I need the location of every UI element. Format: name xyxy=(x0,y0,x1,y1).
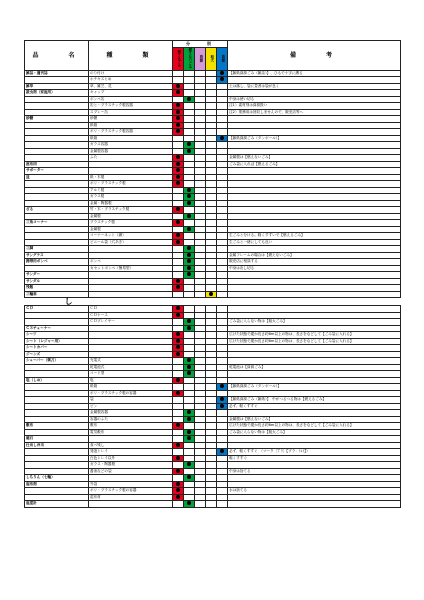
item-note-cell: ごみ袋に入らない物は【粗大ごみ】 xyxy=(228,319,401,326)
category-marker-dot xyxy=(187,259,191,263)
category-header-oversized: 粗大 xyxy=(206,47,217,70)
item-kind-cell: コード型 xyxy=(89,371,173,378)
item-kind-cell: 乾電池式 xyxy=(89,364,173,371)
category-marker-dot xyxy=(220,136,224,140)
category-marker-dot xyxy=(187,253,191,257)
category-marker-dot xyxy=(187,475,191,479)
item-kind-cell: ＣＤプレイヤー xyxy=(89,319,173,326)
category-marker-dot xyxy=(176,162,180,166)
category-marker-dot xyxy=(176,313,180,317)
item-note-cell: 金属製は【燃えないごみ】 xyxy=(228,155,401,162)
item-kind-cell: 発泡トレイ xyxy=(89,449,173,456)
item-kind-cell: 白色トレイ以外 xyxy=(89,455,173,462)
item-kind-cell: 紙箱 xyxy=(89,135,173,142)
item-kind-cell: 食べ残し xyxy=(89,442,173,449)
item-kind-cell: 電気敷布 xyxy=(89,429,173,436)
item-kind-cell: コーナーネット（網） xyxy=(89,233,173,240)
category-marker-dot xyxy=(176,306,180,310)
item-kind-cell: 金属製 xyxy=(89,213,173,220)
item-note-cell: 金属製は【燃えないごみ】 xyxy=(228,416,401,423)
item-kind-cell: 金属・陶器製 xyxy=(89,200,173,207)
category-marker-dot xyxy=(176,285,180,289)
category-marker-dot xyxy=(176,233,180,237)
item-name-cell: シート（レジャー用） xyxy=(25,338,89,345)
category-marker-dot xyxy=(187,371,191,375)
item-kind-cell: ポリ・プラスチック製の容器 xyxy=(89,488,173,495)
item-kind-cell: ボンベ缶 xyxy=(89,96,173,103)
category-cell-oversized xyxy=(206,501,217,508)
item-kind-cell: ガラス・陶器製 xyxy=(89,462,173,469)
category-marker-dot xyxy=(176,123,180,127)
category-marker-dot xyxy=(187,417,191,421)
item-note-cell: 【雑紙資源ごみ（雑誌）】、ひもで十字に縛る xyxy=(228,70,401,77)
category-marker-dot xyxy=(187,410,191,414)
item-note-cell: 生ごみと分ける。軽くすすいで【燃えるごみ】 xyxy=(228,233,401,240)
item-kind-cell: 充電式 xyxy=(89,358,173,365)
table-body-shi-row xyxy=(25,306,401,508)
item-kind-cell: ガラス容器 xyxy=(89,142,173,149)
item-name-cell: 雑草 xyxy=(25,83,89,90)
item-kind-cell: キャップ xyxy=(89,90,173,97)
category-marker-dot xyxy=(220,397,224,401)
item-kind-cell: ポリ・プラスチック製の容器 xyxy=(89,390,173,397)
category-marker-dot xyxy=(176,332,180,336)
item-kind-cell: 砂糖 xyxy=(89,116,173,123)
item-kind-cell: 竹・木・プラスチック製 xyxy=(89,207,173,214)
item-note-cell: 広げた状態で縦か長さ約6m以上の物は、長さをなどして【ごみ袋に入れる】 xyxy=(228,338,401,345)
item-kind-cell: ふた xyxy=(89,155,173,162)
item-name-cell: ＣＤ xyxy=(25,306,89,313)
item-name-cell: 仕出し弁当 xyxy=(25,442,89,449)
section-heading-shi: し xyxy=(64,297,73,306)
category-marker-dot xyxy=(187,214,191,218)
category-marker-dot xyxy=(187,246,191,250)
item-note-cell: 中身は捨てる xyxy=(228,468,401,475)
item-note-cell: 必ず、軽くすすぐ xyxy=(228,403,401,410)
category-marker-dot xyxy=(187,149,191,153)
item-kind-cell: ポリ・プラスチック製 xyxy=(89,181,173,188)
category-header-burnable: 燃えるごみ xyxy=(173,47,184,70)
category-marker-dot xyxy=(176,469,180,473)
category-marker-dot xyxy=(220,71,224,75)
category-marker-dot xyxy=(176,391,180,395)
category-marker-dot xyxy=(176,495,180,499)
category-header-nonburnable: 燃えないごみ xyxy=(184,47,195,70)
category-marker-dot xyxy=(176,168,180,172)
item-kind-cell: ホチキスとめ xyxy=(89,77,173,84)
category-marker-dot xyxy=(187,462,191,466)
category-marker-dot xyxy=(220,404,224,408)
category-header-resource-pink: 資源 xyxy=(195,47,206,70)
category-marker-dot xyxy=(176,84,180,88)
category-marker-dot xyxy=(176,423,180,427)
item-name-cell: 座布団 xyxy=(25,161,89,168)
category-marker-dot xyxy=(187,365,191,369)
category-marker-dot xyxy=(176,129,180,133)
item-name-cell: サポーター xyxy=(25,168,89,175)
category-marker-dot xyxy=(187,272,191,276)
category-marker-dot xyxy=(187,358,191,362)
item-kind-cell: 紙・木製 xyxy=(89,174,173,181)
item-kind-cell: 金属製容器 xyxy=(89,410,173,417)
item-kind-cell: 草、雑芝、花 xyxy=(89,83,173,90)
item-name-cell: サンダル xyxy=(25,278,89,285)
sorting-table xyxy=(24,40,401,508)
category-marker-dot xyxy=(176,110,180,114)
column-header-sorting: 分 別 xyxy=(173,41,228,48)
item-kind-cell: ボンベ xyxy=(89,259,173,266)
item-note-cell: 生ごみと一緒にしても良い xyxy=(228,239,401,246)
category-marker-dot xyxy=(176,220,180,224)
category-marker-dot xyxy=(176,339,180,343)
item-kind-cell xyxy=(89,501,173,508)
category-cell-resource-pink xyxy=(195,501,206,508)
category-cell-burnable xyxy=(173,501,184,508)
item-name-cell: サングラス xyxy=(25,252,89,259)
category-marker-dot xyxy=(187,266,191,270)
item-kind-cell: 外袋 xyxy=(89,481,173,488)
category-marker-dot xyxy=(220,449,224,453)
item-name-cell: 雑誌・週刊誌 xyxy=(25,70,89,77)
item-kind-cell: ガラス製 xyxy=(89,194,173,201)
item-name-cell: 携帯用ボンベ xyxy=(25,259,89,266)
item-kind-cell: 袋 xyxy=(89,397,173,404)
item-kind-cell: 金属製 xyxy=(89,226,173,233)
category-cell-resource-blue xyxy=(217,501,228,508)
item-name-cell: シェーバー（剃刀） xyxy=(25,358,89,365)
category-marker-dot xyxy=(176,378,180,382)
item-note-cell: 広げた状態で縦か長さ約6m以上の物は、長さをなどして【ごみ袋に入れる】 xyxy=(228,332,401,339)
item-name-cell: シートカバー xyxy=(25,345,89,352)
item-kind-cell: アルミ製 xyxy=(89,187,173,194)
category-cell-nonburnable xyxy=(184,501,195,508)
section-separator xyxy=(25,298,401,306)
category-marker-dot xyxy=(209,292,213,296)
item-note-cell xyxy=(228,501,401,508)
item-name-cell: ざる xyxy=(25,207,89,214)
item-name-cell: 敷布 xyxy=(25,423,89,430)
category-marker-dot xyxy=(187,227,191,231)
category-marker-dot xyxy=(220,384,224,388)
item-kind-cell: ポリ・プラスチック製容器 xyxy=(89,129,173,136)
item-kind-cell: ＣＤ xyxy=(89,306,173,313)
item-kind-cell: カセットボンベ（簡易型） xyxy=(89,265,173,272)
category-marker-dot xyxy=(176,90,180,94)
item-kind-cell: ＣＤケース xyxy=(89,312,173,319)
item-kind-cell: 紙箱 xyxy=(89,384,173,391)
item-name-cell: 湿布剤 xyxy=(25,481,89,488)
item-name-cell: 砂糖 xyxy=(25,116,89,123)
item-name-cell: 残飯 xyxy=(25,285,89,292)
item-kind-cell: 醤油などの袋 xyxy=(89,468,173,475)
category-marker-dot xyxy=(187,97,191,101)
sorting-table-sheet xyxy=(24,40,400,508)
item-note-cell: 金属フレームの場合は【燃えないごみ】 xyxy=(228,252,401,259)
item-note-cell: 注2）業務用は回収しませんので、販売店等へ xyxy=(228,109,401,116)
item-note-cell: 【雑紙資源ごみ（ダンボール）】 xyxy=(228,384,401,391)
item-note-cell: 【雑紙資源ごみ（ダンボール）】 xyxy=(228,135,401,142)
item-kind-cell: ビニール袋（穴あき） xyxy=(89,239,173,246)
table-body-sa-row xyxy=(25,70,401,298)
category-marker-dot xyxy=(176,103,180,107)
category-marker-dot xyxy=(176,488,180,492)
item-name-cell: 三輪車 xyxy=(25,291,89,298)
category-marker-dot xyxy=(176,116,180,120)
item-kind-cell: プラスチック製 xyxy=(89,220,173,227)
item-name-cell: サンダー xyxy=(25,272,89,279)
category-marker-dot xyxy=(187,142,191,146)
item-kind-cell: 敷布 xyxy=(89,423,173,430)
item-note-cell: 注1）素材別は資源扱い xyxy=(228,103,401,110)
category-marker-dot xyxy=(187,194,191,198)
category-marker-dot xyxy=(176,482,180,486)
item-note-cell: ごみ袋に入らない物は【粗大ごみ】 xyxy=(228,429,401,436)
item-name-cell: ＣＳチューナー xyxy=(25,325,89,332)
category-marker-dot xyxy=(176,240,180,244)
column-header-note: 備 考 xyxy=(228,41,401,71)
item-note-cell: 販売店に相談する xyxy=(228,259,401,266)
item-name-cell: ジーンズ xyxy=(25,351,89,358)
item-name-cell: 皿 xyxy=(25,174,89,181)
item-name-cell: 三角コーナー xyxy=(25,220,89,227)
item-kind-cell: スプレー缶 xyxy=(89,109,173,116)
item-note-cell: 中身は使い切る xyxy=(228,96,401,103)
item-name-cell: 殺虫剤（家庭用） xyxy=(25,90,89,97)
item-name-cell: 三脚 xyxy=(25,246,89,253)
category-header-resource-blue: 資源 xyxy=(217,47,228,70)
item-name-cell: しちりん（七輪） xyxy=(25,475,89,482)
item-note-cell: ごみ袋に入れば【燃えるごみ】 xyxy=(228,161,401,168)
item-kind-cell: 湿布材 xyxy=(89,494,173,501)
item-name-cell: 磁石 xyxy=(25,436,89,443)
item-kind-cell: のり付け xyxy=(89,70,173,77)
item-kind-cell: 缶と・プラスチック製容器 xyxy=(89,103,173,110)
item-note-cell: 広げた状態で縦か長さ約6m以上の物は、長さをなどして【ごみ袋に入れる】 xyxy=(228,423,401,430)
item-name-cell: シーツ xyxy=(25,332,89,339)
item-kind-cell: 金属製容器 xyxy=(89,148,173,155)
item-note-cell: 土は落し、袋に豊者は袋が良く xyxy=(228,83,401,90)
item-name-cell: 塩（しお） xyxy=(25,377,89,384)
item-note-cell: 必ず、軽くすすぐ （マーク〔ﾌﾟﾗ〕【プラ：ﾄﾚｲ】） xyxy=(228,449,401,456)
category-marker-dot xyxy=(187,188,191,192)
item-note-cell: 中身は出し切る xyxy=(228,265,401,272)
column-header-kind: 種 類 xyxy=(89,41,173,71)
item-note-cell: 乾電池は【資源ごみ】 xyxy=(228,364,401,371)
item-kind-cell: ビン xyxy=(89,403,173,410)
item-note-cell: 水は捨てる xyxy=(228,488,401,495)
column-header-item: 品 名 xyxy=(25,41,89,71)
table-row xyxy=(25,501,401,508)
item-kind-cell: 容器のふた xyxy=(89,416,173,423)
category-marker-dot xyxy=(187,201,191,205)
category-marker-dot xyxy=(187,436,191,440)
item-note-cell: 【雑紙資源ごみ（雑紙）】 中がつるつる物は【燃えるごみ】 xyxy=(228,397,401,404)
category-marker-dot xyxy=(187,319,191,323)
category-marker-dot xyxy=(176,352,180,356)
category-marker-dot xyxy=(176,279,180,283)
category-marker-dot xyxy=(220,77,224,81)
category-marker-dot xyxy=(187,326,191,330)
category-marker-dot xyxy=(176,207,180,211)
category-marker-dot xyxy=(176,155,180,159)
category-marker-dot xyxy=(176,443,180,447)
item-kind-cell: 紙箱 xyxy=(89,122,173,129)
category-marker-dot xyxy=(176,175,180,179)
item-name-cell: 湿度計 xyxy=(25,501,89,508)
item-note-cell: 軽くすすぐ xyxy=(228,455,401,462)
category-marker-dot xyxy=(187,430,191,434)
category-marker-dot xyxy=(176,345,180,349)
category-marker-dot xyxy=(176,456,180,460)
category-marker-dot xyxy=(176,181,180,185)
item-kind-cell: 塩 xyxy=(89,377,173,384)
category-marker-dot xyxy=(187,501,191,505)
